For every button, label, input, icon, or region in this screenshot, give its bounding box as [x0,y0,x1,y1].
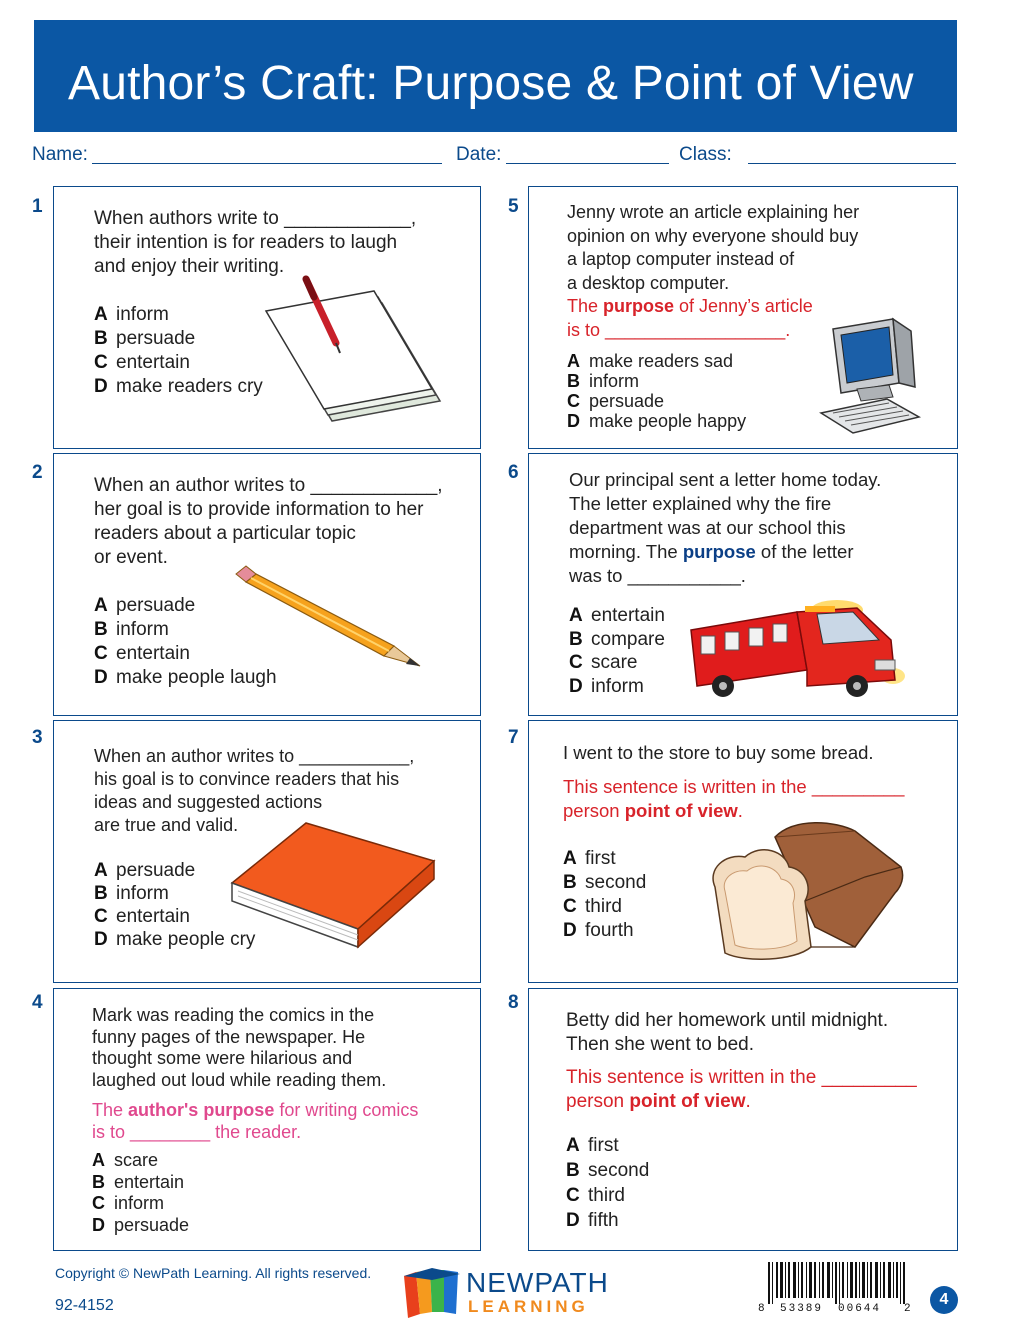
option-b[interactable]: B persuade [94,328,196,349]
student-info-line [32,144,957,168]
option-b[interactable]: B second [566,1160,650,1181]
option-b[interactable]: B inform [94,883,169,904]
option-b[interactable]: B compare [569,628,665,650]
answer-options [566,1133,649,1233]
option-d[interactable]: D fifth [566,1210,619,1231]
logo-text-top: NEWPATH [466,1267,609,1298]
option-d[interactable]: D inform [569,675,644,697]
option-d[interactable]: D make people laugh [94,667,277,688]
option-d[interactable]: D make readers cry [94,376,263,397]
question-prompt: The author's purpose for writing comics is to ________ the reader. [92,1100,419,1142]
question-text: Mark was reading the comics in the funny pages of the newspaper. He thought some were hilarious and laughed out loud while reading them. [92,1005,387,1090]
title-banner [34,20,957,132]
question-card-3 [53,720,481,983]
option-c[interactable]: C persuade [567,391,665,411]
question-number: 2 [32,462,43,483]
barcode: 8 53389 00644 2 [758,1262,918,1322]
option-a[interactable]: A first [566,1135,619,1156]
option-d[interactable]: D persuade [92,1214,190,1235]
product-code: 92-4152 [55,1297,114,1314]
name-field[interactable] [92,163,442,164]
question-text: Jenny wrote an article explaining her opinion on why everyone should buy a laptop computer instead of a desktop computer. [567,202,860,293]
question-text: I went to the store to buy some bread. [563,742,874,763]
question-prompt: This sentence is written in the _________ person point of view. [566,1067,917,1112]
fire-truck-icon [687,600,907,700]
page-title: Author’s Craft: Purpose & Point of View [68,57,914,110]
question-text: When an author writes to ____________, her goal is to provide information to her readers about a particular topic or event. [94,475,443,568]
newpath-logo [402,1266,632,1324]
answer-options [563,847,646,943]
class-field[interactable] [748,163,956,164]
question-card-7 [528,720,958,983]
option-a[interactable]: A persuade [94,860,196,881]
option-c[interactable]: C entertain [94,906,190,927]
question-card-4 [53,988,481,1251]
page-number: 4 [939,1291,949,1308]
question-prompt: The purpose of Jenny’s article is to __________________. [567,296,813,340]
option-d[interactable]: D make people happy [567,411,747,431]
answer-options [92,1150,189,1236]
option-b[interactable]: B entertain [92,1171,185,1192]
option-a[interactable]: A persuade [94,595,196,616]
option-a[interactable]: A make readers sad [567,351,734,371]
books-logo-icon [402,1268,464,1320]
question-number: 5 [508,196,519,217]
question-card-2 [53,453,481,716]
barcode-bars [768,1262,908,1304]
name-label: Name: [32,144,88,165]
option-b[interactable]: B inform [567,371,640,391]
option-a[interactable]: A inform [94,304,169,325]
question-card-8 [528,988,958,1251]
computer-icon [819,317,929,437]
option-a[interactable]: A scare [92,1150,159,1170]
logo-text-bottom: LEARNING [468,1297,589,1316]
question-card-5 [528,186,958,449]
book-icon [224,821,444,951]
option-d[interactable]: D fourth [563,920,634,941]
question-number: 4 [32,992,43,1013]
option-c[interactable]: C scare [569,652,638,673]
paper-pen-icon [262,283,442,423]
answer-options [569,604,665,698]
option-c[interactable]: C third [566,1185,625,1206]
bread-icon [705,817,905,967]
option-d[interactable]: D make people cry [94,929,256,950]
question-text: Our principal sent a letter home today. The letter explained why the fire department was at our school this morning. The purpose of the letter was to ___________. [569,469,882,586]
date-label: Date: [456,144,502,165]
question-prompt: This sentence is written in the _________ person point of view. [563,776,905,821]
copyright: Copyright © NewPath Learning. All rights reserved. [55,1265,372,1281]
answer-options [94,303,263,399]
question-number: 7 [508,727,519,748]
pencil-icon [234,572,434,672]
option-c[interactable]: C entertain [94,643,190,664]
option-b[interactable]: B inform [94,619,169,640]
answer-options [567,351,746,431]
question-number: 6 [508,462,519,483]
question-number: 8 [508,992,519,1013]
option-c[interactable]: C third [563,896,622,917]
page-number-badge [930,1286,958,1314]
question-text: When authors write to ____________, their intention is for readers to laugh and enjoy their writing. [94,208,417,277]
question-card-6 [528,453,958,716]
option-c[interactable]: C inform [92,1193,165,1213]
option-c[interactable]: C entertain [94,352,190,373]
question-text: When an author writes to ___________, his goal is to convince readers that his ideas and suggested actions are true and valid. [94,746,415,835]
option-a[interactable]: A first [563,848,616,869]
question-card-1 [53,186,481,449]
option-a[interactable]: A entertain [569,605,665,626]
date-field[interactable] [506,163,669,164]
option-b[interactable]: B second [563,872,647,893]
question-number: 3 [32,727,43,748]
question-text: Betty did her homework until midnight. Then she went to bed. [566,1010,889,1055]
question-number: 1 [32,196,43,217]
class-label: Class: [679,144,732,165]
